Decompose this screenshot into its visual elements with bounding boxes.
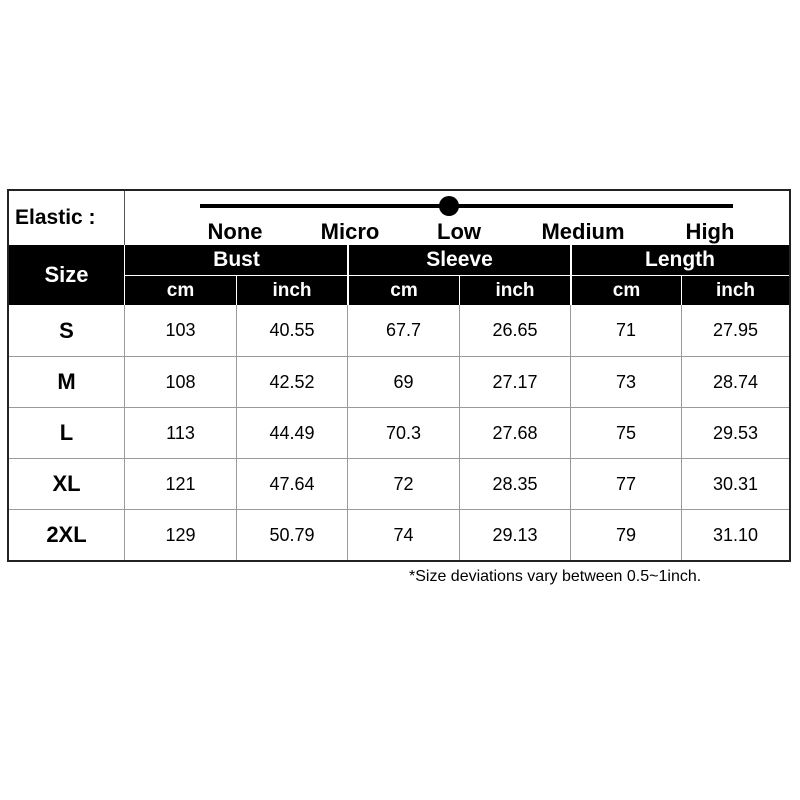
- measurement-cell: 44.49: [237, 408, 348, 458]
- measurement-cell: 47.64: [237, 459, 348, 509]
- table-row: [9, 407, 789, 458]
- measurement-cell: 69: [348, 357, 460, 407]
- unit-header: cm: [612, 279, 641, 301]
- measurement-cell: 108: [125, 357, 237, 407]
- elastic-scale: [125, 191, 789, 245]
- measurement-cell: 42.52: [237, 357, 348, 407]
- size-column-header: Size: [9, 245, 125, 305]
- size-chart: [7, 189, 791, 562]
- measurement-cell: 50.79: [237, 510, 348, 560]
- table-body: [9, 305, 789, 560]
- table-row: [9, 356, 789, 407]
- measurement-cell: 26.65: [460, 305, 571, 356]
- measurement-cell: 31.10: [712, 524, 759, 545]
- elastic-scale-line: [200, 204, 733, 208]
- unit-header: inch: [715, 279, 756, 301]
- measurement-cell: 103: [125, 305, 237, 356]
- measurement-cell: 30.31: [712, 473, 759, 494]
- measurement-cell: 28.74: [712, 371, 759, 392]
- measurement-cell: 113: [125, 408, 237, 458]
- elastic-scale-marker: [439, 196, 459, 216]
- elastic-label: Elastic :: [9, 191, 125, 245]
- measurement-cell: 27.17: [460, 357, 571, 407]
- measurement-cell: 28.35: [460, 459, 571, 509]
- size-cell: L: [9, 408, 125, 458]
- size-cell: XL: [9, 459, 125, 509]
- sleeve-header: Sleeve: [348, 245, 571, 276]
- measurement-cell: 27.95: [712, 320, 759, 340]
- size-cell: M: [9, 357, 125, 407]
- unit-header: inch: [272, 279, 312, 301]
- measurement-cell: 70.3: [348, 408, 460, 458]
- table-header: [9, 245, 789, 305]
- measurement-cell: 67.7: [348, 305, 460, 356]
- length-header: Length: [571, 245, 789, 276]
- size-deviation-note: *Size deviations vary between 0.5~1inch.: [409, 568, 702, 585]
- measurement-cell: 29.53: [712, 422, 759, 443]
- bust-header: Bust: [125, 245, 348, 276]
- size-cell: S: [9, 305, 125, 356]
- elastic-level-medium: Medium: [541, 219, 625, 244]
- table-row: [9, 305, 789, 356]
- measurement-cell: 40.55: [237, 305, 348, 356]
- elastic-level-none: None: [207, 219, 263, 244]
- unit-header: cm: [390, 279, 418, 301]
- elastic-level-low: Low: [437, 219, 481, 244]
- table-row: [9, 509, 789, 560]
- measurement-cell: 77: [571, 459, 682, 509]
- measurement-cell: 27.68: [460, 408, 571, 458]
- measurement-cell: 75: [571, 408, 682, 458]
- measurement-cell: 129: [125, 510, 237, 560]
- measurement-cell: 79: [571, 510, 682, 560]
- table-row: [9, 458, 789, 509]
- measurement-cell: 72: [348, 459, 460, 509]
- size-cell: 2XL: [9, 510, 125, 560]
- measurement-cell: 29.13: [460, 510, 571, 560]
- measurement-cell: 121: [125, 459, 237, 509]
- unit-header: inch: [495, 279, 535, 301]
- unit-header: cm: [166, 279, 195, 301]
- measurement-cell: 74: [348, 510, 460, 560]
- elastic-level-high: High: [685, 219, 735, 244]
- measurement-cell: 73: [571, 357, 682, 407]
- measurement-cell: 71: [571, 305, 682, 356]
- elastic-level-micro: Micro: [320, 219, 380, 244]
